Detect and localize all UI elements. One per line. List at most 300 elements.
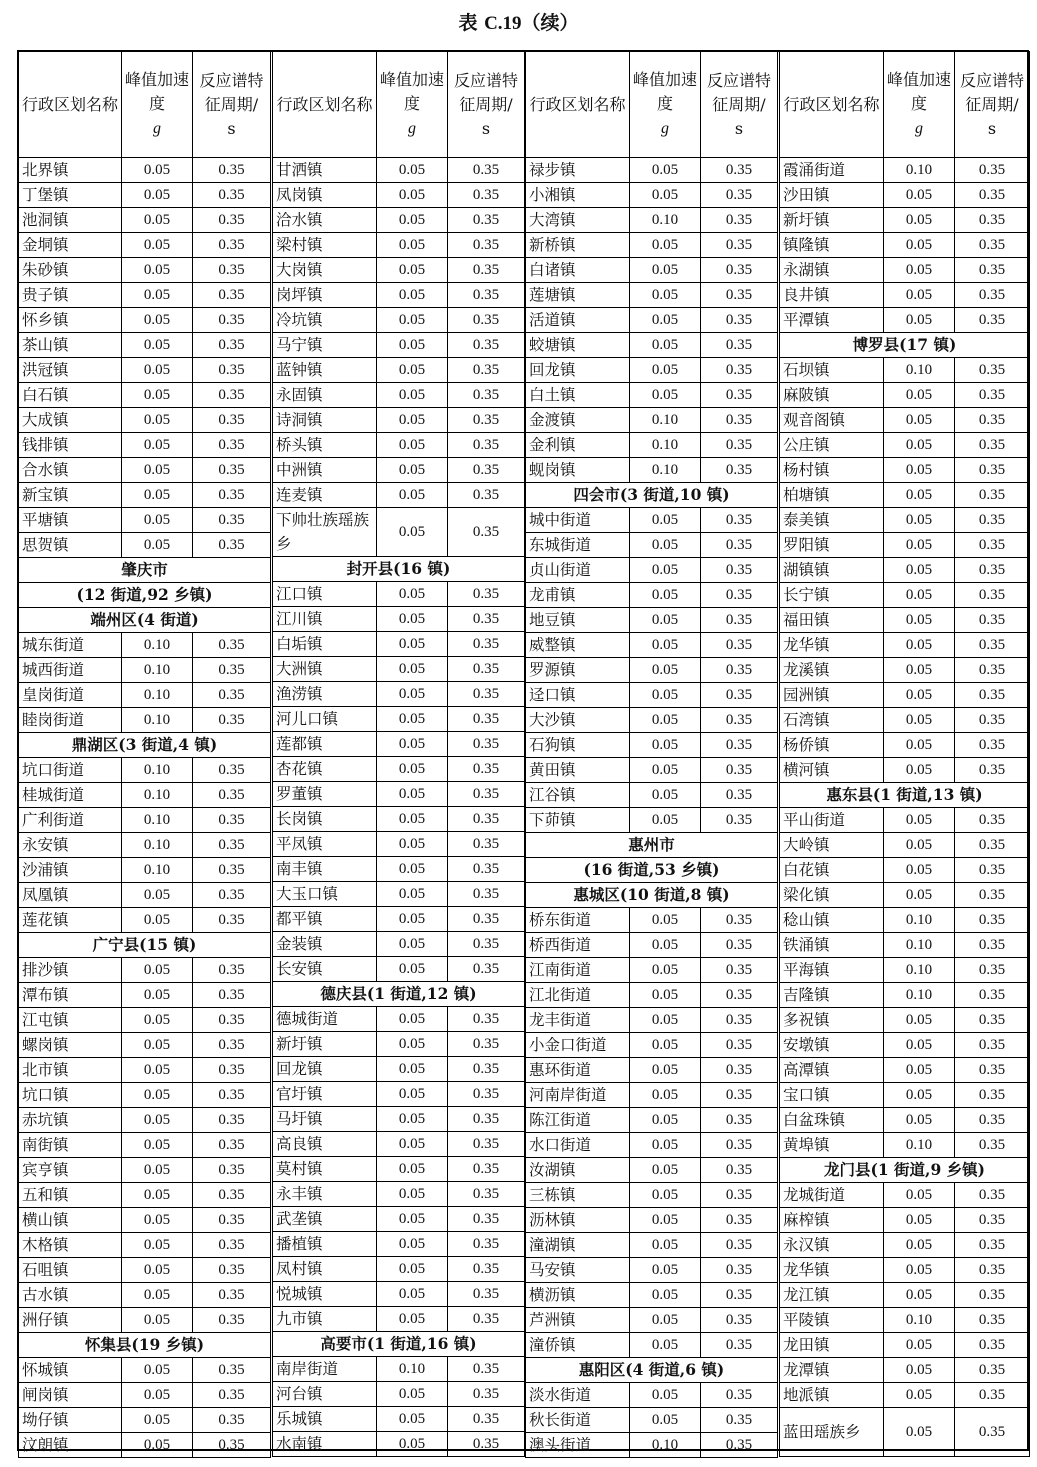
region-name: 蚬岗镇 (526, 458, 630, 483)
region-name: 皇岗街道 (19, 683, 122, 708)
region-name: 地派镇 (780, 1383, 884, 1408)
table-row (19, 533, 271, 558)
region-name: 白土镇 (526, 383, 630, 408)
peak-acceleration: 0.05 (630, 358, 701, 383)
peak-acceleration: 0.05 (630, 983, 701, 1008)
characteristic-period: 0.35 (701, 358, 778, 383)
characteristic-period: 0.35 (448, 957, 525, 982)
peak-acceleration: 0.05 (122, 408, 193, 433)
region-name: 桥西街道 (526, 933, 630, 958)
table-row (780, 258, 1030, 283)
table-row (526, 1133, 778, 1158)
region-name: 大沙镇 (526, 708, 630, 733)
region-name: 平潭镇 (780, 308, 884, 333)
region-name: 马安镇 (526, 1258, 630, 1283)
region-name: 怀城镇 (19, 1358, 122, 1383)
table-row (526, 583, 778, 608)
characteristic-period: 0.35 (448, 283, 525, 308)
peak-acceleration: 0.05 (377, 707, 448, 732)
peak-acceleration: 0.05 (630, 333, 701, 358)
peak-acceleration: 0.05 (630, 283, 701, 308)
table-row (780, 508, 1030, 533)
characteristic-period: 0.35 (193, 758, 271, 783)
peak-acceleration: 0.10 (630, 408, 701, 433)
table-row (780, 433, 1030, 458)
table-row (273, 1382, 525, 1407)
peak-acceleration: 0.05 (884, 1408, 955, 1457)
characteristic-period: 0.35 (955, 583, 1030, 608)
region-name: 丁堡镇 (19, 183, 122, 208)
region-name: 连麦镇 (273, 483, 377, 508)
table-row (273, 707, 525, 732)
peak-acceleration: 0.05 (377, 632, 448, 657)
peak-acceleration: 0.05 (884, 1008, 955, 1033)
region-name: 龙江镇 (780, 1283, 884, 1308)
peak-acceleration: 0.05 (630, 658, 701, 683)
peak-acceleration: 0.05 (630, 183, 701, 208)
table-row (273, 607, 525, 632)
table-row (526, 258, 778, 283)
table-row (780, 558, 1030, 583)
characteristic-period: 0.35 (448, 1132, 525, 1157)
characteristic-period: 0.35 (701, 1383, 778, 1408)
peak-acceleration: 0.05 (377, 308, 448, 333)
table-row (19, 883, 271, 908)
characteristic-period: 0.35 (955, 533, 1030, 558)
header-period-label: 反应谱特征周期/ (199, 70, 264, 114)
region-name: 金渡镇 (526, 408, 630, 433)
characteristic-period: 0.35 (193, 958, 271, 983)
region-name: 新桥镇 (526, 233, 630, 258)
region-name: 渔涝镇 (273, 682, 377, 707)
peak-acceleration: 0.05 (884, 1033, 955, 1058)
region-name: 麻陂镇 (780, 383, 884, 408)
peak-acceleration: 0.05 (122, 358, 193, 383)
peak-acceleration: 0.05 (630, 1233, 701, 1258)
characteristic-period: 0.35 (193, 508, 271, 533)
table-row (780, 158, 1030, 183)
peak-acceleration: 0.05 (884, 408, 955, 433)
characteristic-period: 0.35 (955, 1408, 1030, 1457)
region-name: 江川镇 (273, 607, 377, 632)
region-name: 罗阳镇 (780, 533, 884, 558)
characteristic-period: 0.35 (701, 1433, 778, 1458)
characteristic-period: 0.35 (701, 583, 778, 608)
peak-acceleration: 0.05 (630, 233, 701, 258)
peak-acceleration: 0.05 (122, 983, 193, 1008)
region-name: 北界镇 (19, 158, 122, 183)
peak-acceleration: 0.05 (884, 833, 955, 858)
peak-acceleration: 0.05 (884, 1333, 955, 1358)
section-row (273, 557, 525, 582)
table-row (526, 1083, 778, 1108)
table-row (780, 408, 1030, 433)
peak-acceleration: 0.05 (630, 1308, 701, 1333)
peak-acceleration: 0.05 (884, 183, 955, 208)
table-row (526, 1058, 778, 1083)
table-row (19, 683, 271, 708)
region-name: 观音阁镇 (780, 408, 884, 433)
table-row (273, 1132, 525, 1157)
characteristic-period: 0.35 (193, 1283, 271, 1308)
characteristic-period: 0.35 (701, 233, 778, 258)
characteristic-period: 0.35 (193, 1108, 271, 1133)
characteristic-period: 0.35 (701, 1208, 778, 1233)
table-row (19, 1433, 271, 1458)
table-row (780, 1408, 1030, 1457)
region-name: 江口镇 (273, 582, 377, 607)
characteristic-period: 0.35 (193, 1133, 271, 1158)
header-pga (377, 52, 448, 158)
peak-acceleration: 0.05 (630, 708, 701, 733)
characteristic-period: 0.35 (955, 308, 1030, 333)
region-name: 永丰镇 (273, 1182, 377, 1207)
table-row (273, 1157, 525, 1182)
table-row (273, 1032, 525, 1057)
characteristic-period: 0.35 (448, 607, 525, 632)
table-row (526, 783, 778, 808)
peak-acceleration: 0.05 (630, 558, 701, 583)
region-name: 大洲镇 (273, 657, 377, 682)
region-name: 大湾镇 (526, 208, 630, 233)
peak-acceleration: 0.05 (377, 1107, 448, 1132)
peak-acceleration: 0.05 (122, 458, 193, 483)
peak-acceleration: 0.05 (884, 433, 955, 458)
region-name: 白盆珠镇 (780, 1108, 884, 1133)
region-name: 梁化镇 (780, 883, 884, 908)
characteristic-period: 0.35 (448, 358, 525, 383)
region-name: 新宝镇 (19, 483, 122, 508)
table-row (780, 758, 1030, 783)
table-row (19, 1383, 271, 1408)
peak-acceleration: 0.05 (122, 308, 193, 333)
table-row (780, 883, 1030, 908)
table-row (273, 1057, 525, 1082)
region-name: 马圩镇 (273, 1107, 377, 1132)
table-row (526, 1208, 778, 1233)
peak-acceleration: 0.05 (884, 633, 955, 658)
table-row (273, 1107, 525, 1132)
characteristic-period: 0.35 (701, 683, 778, 708)
table-row (526, 458, 778, 483)
header-period (193, 52, 271, 158)
table-row (526, 383, 778, 408)
region-name: 南丰镇 (273, 857, 377, 882)
characteristic-period: 0.35 (448, 707, 525, 732)
header-pga-unit: g (408, 120, 416, 137)
table-row (273, 1082, 525, 1107)
peak-acceleration: 0.05 (630, 683, 701, 708)
peak-acceleration: 0.05 (630, 508, 701, 533)
table-row (19, 258, 271, 283)
peak-acceleration: 0.05 (377, 508, 448, 557)
table-row (273, 807, 525, 832)
header-period (448, 52, 525, 158)
peak-acceleration: 0.05 (377, 483, 448, 508)
table-row (19, 1108, 271, 1133)
region-name: 蓝田瑶族乡 (780, 1408, 884, 1457)
table-row (273, 882, 525, 907)
section-title: 惠州市 (526, 833, 778, 858)
characteristic-period: 0.35 (448, 1182, 525, 1207)
region-name: 安墩镇 (780, 1033, 884, 1058)
peak-acceleration: 0.05 (630, 1083, 701, 1108)
table-row (19, 283, 271, 308)
table-column-3 (525, 51, 778, 1458)
table-row (780, 1383, 1030, 1408)
region-name: 澳头街道 (526, 1433, 630, 1458)
section-title: 广宁县(15 镇) (19, 933, 271, 958)
characteristic-period: 0.35 (448, 1282, 525, 1307)
characteristic-period: 0.35 (955, 358, 1030, 383)
table-row (19, 383, 271, 408)
characteristic-period: 0.35 (701, 1033, 778, 1058)
table-row (273, 1357, 525, 1382)
peak-acceleration: 0.05 (122, 1233, 193, 1258)
table-row (780, 1358, 1030, 1383)
characteristic-period: 0.35 (193, 1208, 271, 1233)
table-row (273, 732, 525, 757)
region-name: 大岗镇 (273, 258, 377, 283)
region-name: 罗董镇 (273, 782, 377, 807)
peak-acceleration: 0.10 (884, 1133, 955, 1158)
region-name: 汝湖镇 (526, 1158, 630, 1183)
table-row (19, 1408, 271, 1433)
region-name: 潭布镇 (19, 983, 122, 1008)
table-row (19, 658, 271, 683)
section-row (526, 1358, 778, 1383)
table-row (273, 408, 525, 433)
characteristic-period: 0.35 (448, 508, 525, 557)
region-name: 平山街道 (780, 808, 884, 833)
region-name: 武垄镇 (273, 1207, 377, 1232)
header-pga-label: 峰值加速度 (886, 70, 951, 113)
characteristic-period: 0.35 (955, 933, 1030, 958)
table-row (780, 583, 1030, 608)
table-row (19, 1208, 271, 1233)
table-row (780, 733, 1030, 758)
region-name: 乐城镇 (273, 1407, 377, 1432)
characteristic-period: 0.35 (955, 1108, 1030, 1133)
peak-acceleration: 0.05 (630, 1333, 701, 1358)
characteristic-period: 0.35 (955, 608, 1030, 633)
region-name: 怀乡镇 (19, 308, 122, 333)
table-row (526, 658, 778, 683)
region-name: 石狗镇 (526, 733, 630, 758)
characteristic-period: 0.35 (193, 883, 271, 908)
characteristic-period: 0.35 (701, 733, 778, 758)
peak-acceleration: 0.05 (122, 508, 193, 533)
peak-acceleration: 0.05 (122, 383, 193, 408)
characteristic-period: 0.35 (701, 283, 778, 308)
region-name: 河台镇 (273, 1382, 377, 1407)
peak-acceleration: 0.05 (630, 258, 701, 283)
header-period-label: 反应谱特征周期/ (959, 70, 1024, 114)
table-row (19, 633, 271, 658)
characteristic-period: 0.35 (193, 333, 271, 358)
characteristic-period: 0.35 (955, 1358, 1030, 1383)
region-name: 东城街道 (526, 533, 630, 558)
peak-acceleration: 0.05 (630, 533, 701, 558)
peak-acceleration: 0.05 (377, 857, 448, 882)
table-row (273, 433, 525, 458)
characteristic-period: 0.35 (955, 483, 1030, 508)
characteristic-period: 0.35 (955, 1133, 1030, 1158)
region-name: 多祝镇 (780, 1008, 884, 1033)
region-name: 金垌镇 (19, 233, 122, 258)
region-name: 城西街道 (19, 658, 122, 683)
title-suffix: （续） (521, 12, 579, 34)
region-name: 稔山镇 (780, 908, 884, 933)
section-row (780, 333, 1030, 358)
characteristic-period: 0.35 (701, 608, 778, 633)
characteristic-period: 0.35 (448, 632, 525, 657)
region-name: 钱排镇 (19, 433, 122, 458)
peak-acceleration: 0.05 (377, 1282, 448, 1307)
table-row (19, 833, 271, 858)
region-name: 平陵镇 (780, 1308, 884, 1333)
peak-acceleration: 0.05 (122, 1008, 193, 1033)
region-name: 诗洞镇 (273, 408, 377, 433)
region-name: 龙田镇 (780, 1333, 884, 1358)
region-name: 良井镇 (780, 283, 884, 308)
region-name: 永固镇 (273, 383, 377, 408)
region-name: 杨侨镇 (780, 733, 884, 758)
region-name: 回龙镇 (526, 358, 630, 383)
table-row (273, 1432, 525, 1457)
peak-acceleration: 0.10 (122, 833, 193, 858)
table-row (780, 358, 1030, 383)
region-name: 新圩镇 (273, 1032, 377, 1057)
table-row (19, 408, 271, 433)
peak-acceleration: 0.05 (122, 958, 193, 983)
peak-acceleration: 0.05 (377, 882, 448, 907)
characteristic-period: 0.35 (448, 1082, 525, 1107)
characteristic-period: 0.35 (193, 433, 271, 458)
characteristic-period: 0.35 (193, 1408, 271, 1433)
characteristic-period: 0.35 (193, 833, 271, 858)
section-row (19, 1333, 271, 1358)
region-name: 茶山镇 (19, 333, 122, 358)
peak-acceleration: 0.05 (630, 1183, 701, 1208)
region-name: 池洞镇 (19, 208, 122, 233)
peak-acceleration: 0.05 (377, 408, 448, 433)
header-period-unit: s (481, 118, 491, 138)
region-name: 新圩镇 (780, 208, 884, 233)
table-row (19, 983, 271, 1008)
characteristic-period: 0.35 (193, 483, 271, 508)
table-row (526, 808, 778, 833)
characteristic-period: 0.35 (448, 1107, 525, 1132)
header-name (780, 52, 884, 158)
region-name: 五和镇 (19, 1183, 122, 1208)
section-title: 博罗县(17 镇) (780, 333, 1030, 358)
characteristic-period: 0.35 (955, 233, 1030, 258)
table-row (19, 333, 271, 358)
characteristic-period: 0.35 (955, 258, 1030, 283)
peak-acceleration: 0.05 (884, 1358, 955, 1383)
peak-acceleration: 0.05 (884, 308, 955, 333)
characteristic-period: 0.35 (701, 158, 778, 183)
region-name: 长宁镇 (780, 583, 884, 608)
region-name: 桥东街道 (526, 908, 630, 933)
peak-acceleration: 0.05 (884, 1283, 955, 1308)
peak-acceleration: 0.10 (884, 933, 955, 958)
characteristic-period: 0.35 (193, 858, 271, 883)
characteristic-period: 0.35 (955, 1333, 1030, 1358)
characteristic-period: 0.35 (193, 308, 271, 333)
peak-acceleration: 0.10 (884, 983, 955, 1008)
peak-acceleration: 0.05 (122, 1058, 193, 1083)
characteristic-period: 0.35 (193, 383, 271, 408)
peak-acceleration: 0.05 (377, 757, 448, 782)
peak-acceleration: 0.05 (122, 1133, 193, 1158)
peak-acceleration: 0.05 (377, 458, 448, 483)
characteristic-period: 0.35 (448, 158, 525, 183)
section-title: 封开县(16 镇) (273, 557, 525, 582)
region-name: 潼侨镇 (526, 1333, 630, 1358)
region-name: 麻榨镇 (780, 1208, 884, 1233)
table-row (526, 733, 778, 758)
table-row (273, 907, 525, 932)
table-row (273, 957, 525, 982)
region-name: 坑口街道 (19, 758, 122, 783)
peak-acceleration: 0.05 (377, 1232, 448, 1257)
header-name-label: 行政区划名称 (21, 94, 118, 114)
characteristic-period: 0.35 (955, 283, 1030, 308)
section-title: 端州区(4 街道) (19, 608, 271, 633)
table-row (273, 183, 525, 208)
region-name: 蛟塘镇 (526, 333, 630, 358)
characteristic-period: 0.35 (193, 1058, 271, 1083)
characteristic-period: 0.35 (701, 783, 778, 808)
region-name: 南街镇 (19, 1133, 122, 1158)
region-name: 湖镇镇 (780, 558, 884, 583)
table-row (526, 1283, 778, 1308)
section-title: 惠阳区(4 街道,6 镇) (526, 1358, 778, 1383)
peak-acceleration: 0.05 (630, 1033, 701, 1058)
region-name: 迳口镇 (526, 683, 630, 708)
characteristic-period: 0.35 (701, 258, 778, 283)
characteristic-period: 0.35 (448, 183, 525, 208)
table-row (780, 633, 1030, 658)
peak-acceleration: 0.05 (122, 1158, 193, 1183)
characteristic-period: 0.35 (955, 1208, 1030, 1233)
title-number: C.19 (484, 13, 522, 34)
characteristic-period: 0.35 (955, 708, 1030, 733)
peak-acceleration: 0.10 (630, 1433, 701, 1458)
table-row (526, 333, 778, 358)
region-name: 水口街道 (526, 1133, 630, 1158)
peak-acceleration: 0.05 (630, 958, 701, 983)
peak-acceleration: 0.05 (630, 733, 701, 758)
table-row (526, 308, 778, 333)
peak-acceleration: 0.05 (630, 308, 701, 333)
characteristic-period: 0.35 (701, 658, 778, 683)
section-title: 龙门县(1 街道,9 乡镇) (780, 1158, 1030, 1183)
table-row (780, 1008, 1030, 1033)
characteristic-period: 0.35 (448, 882, 525, 907)
region-name: 柏塘镇 (780, 483, 884, 508)
region-name: 九市镇 (273, 1307, 377, 1332)
header-name-label: 行政区划名称 (529, 94, 626, 114)
region-name: 福田镇 (780, 608, 884, 633)
peak-acceleration: 0.05 (630, 1208, 701, 1233)
region-name: 白垢镇 (273, 632, 377, 657)
characteristic-period: 0.35 (193, 458, 271, 483)
table-row (526, 1183, 778, 1208)
peak-acceleration: 0.10 (630, 433, 701, 458)
